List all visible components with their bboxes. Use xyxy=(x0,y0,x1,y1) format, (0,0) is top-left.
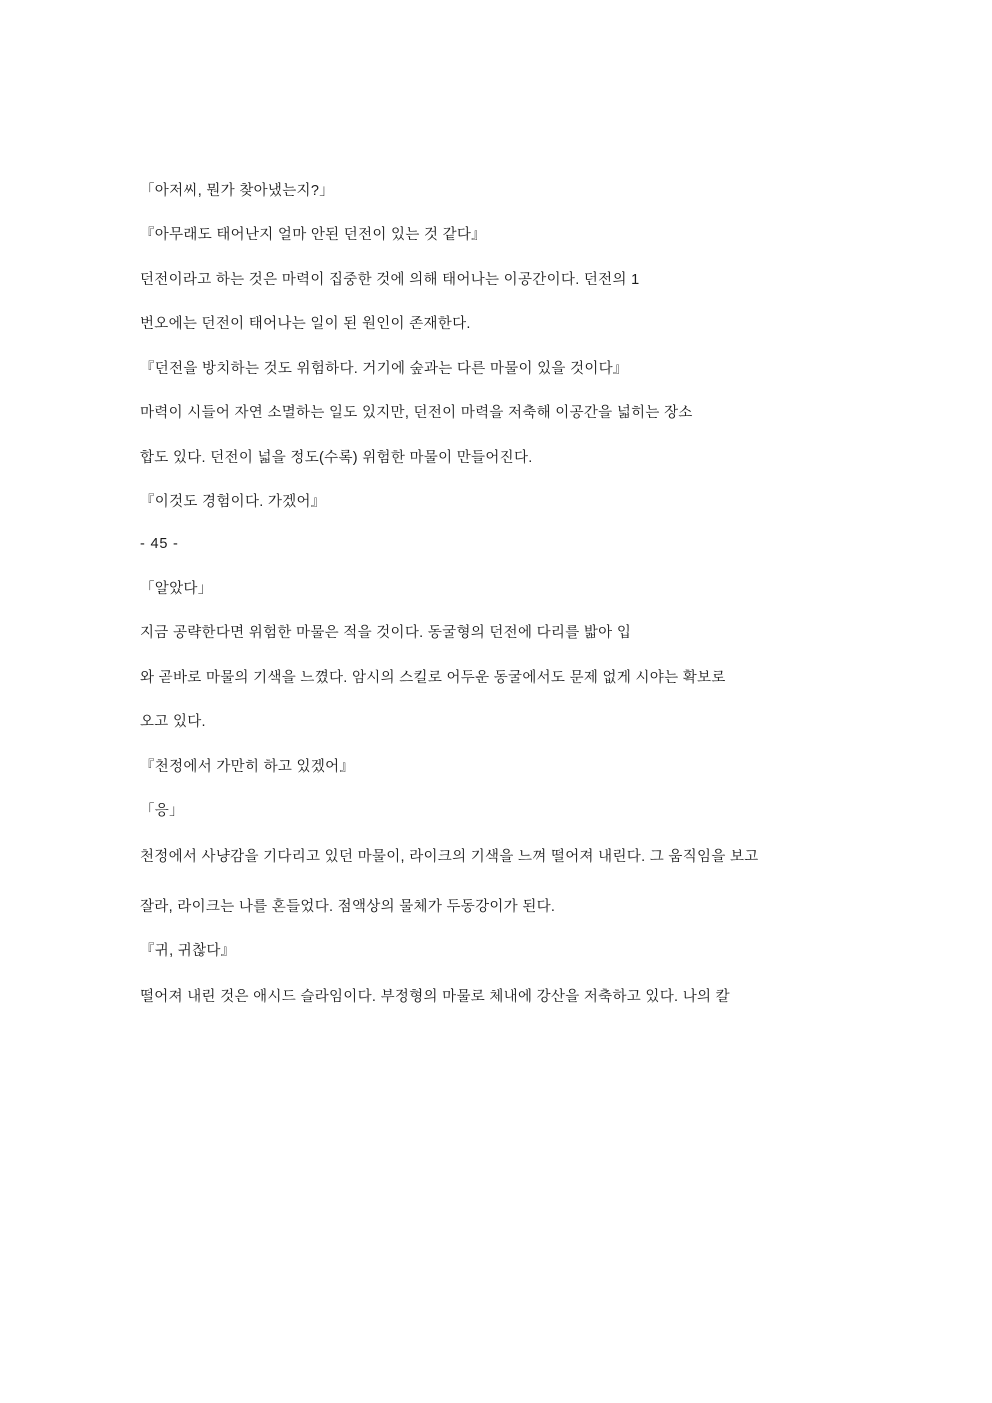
paragraph: 합도 있다. 던전이 넓을 정도(수록) 위험한 마물이 만들어진다. xyxy=(140,449,533,466)
paragraph: 마력이 시들어 자연 소멸하는 일도 있지만, 던전이 마력을 저축해 이공간을 넓히는 장소 xyxy=(140,405,693,422)
paragraph: 번오에는 던전이 태어나는 일이 된 원인이 존재한다. xyxy=(140,316,471,333)
paragraph: 「응」 xyxy=(140,803,184,820)
paragraph: 『귀, 귀찮다』 xyxy=(140,943,236,960)
paragraph: 천정에서 사냥감을 기다리고 있던 마물이, 라이크의 기색을 느껴 떨어져 내린다. 그 움직임을 보고 xyxy=(140,848,759,865)
paragraph: 「알았다」 xyxy=(140,580,213,597)
paragraph: 떨어져 내린 것은 애시드 슬라임이다. 부정형의 마물로 체내에 강산을 저축하고 있다. 나의 칼 xyxy=(140,988,730,1005)
paragraph: 『아무래도 태어난지 얼마 안된 던전이 있는 것 같다』 xyxy=(140,227,487,244)
paragraph: 『이것도 경험이다. 가겠어』 xyxy=(140,494,326,511)
paragraph: 『던전을 방치하는 것도 위험하다. 거기에 숲과는 다른 마물이 있을 것이다』 xyxy=(140,360,628,377)
paragraph: 지금 공략한다면 위험한 마물은 적을 것이다. 동굴형의 던전에 다리를 밟아 입 xyxy=(140,625,632,642)
paragraph: 오고 있다. xyxy=(140,714,206,731)
paragraph: 와 곧바로 마물의 기색을 느꼈다. 암시의 스킬로 어두운 동굴에서도 문제 없게 시야는 확보로 xyxy=(140,669,726,686)
paragraph: 잘라, 라이크는 나를 혼들었다. 점액상의 물체가 두동강이가 된다. xyxy=(140,898,556,915)
document-body xyxy=(140,180,860,1010)
paragraph: 『천정에서 가만히 하고 있겠어』 xyxy=(140,758,355,775)
page-number: - 45 - xyxy=(140,535,179,552)
paragraph: 던전이라고 하는 것은 마력이 집중한 것에 의해 태어나는 이공간이다. 던전의 1 xyxy=(140,271,640,288)
paragraph: 「아저씨, 뭔가 찾아냈는지?」 xyxy=(140,183,335,199)
